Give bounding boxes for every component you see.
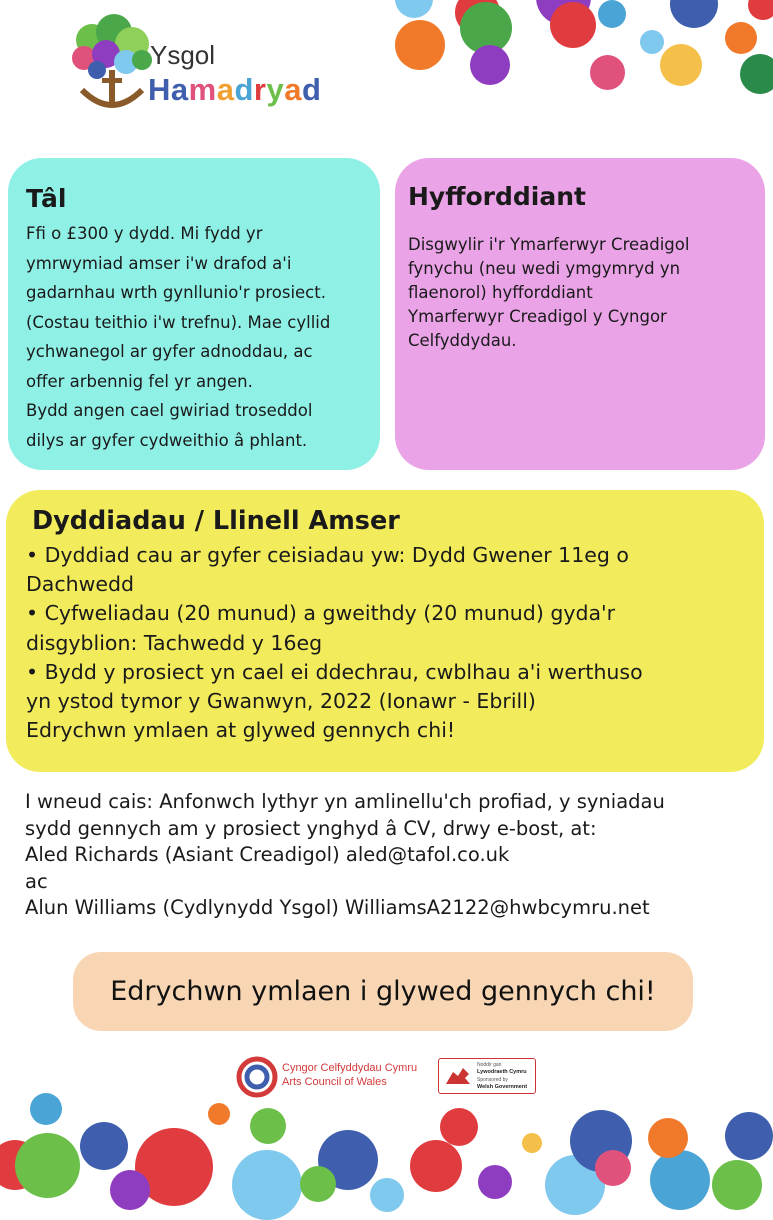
- fee-text-line: ychwanegol ar gyfer adnoddau, ac: [26, 342, 313, 361]
- fee-text-line: (Costau teithio i'w trefnu). Mae cyllid: [26, 312, 331, 332]
- dates-text: [26, 541, 764, 745]
- logo-letter: a: [170, 72, 189, 107]
- fee-text-line: ymrwymiad amser i'w drafod a'i: [26, 253, 292, 273]
- closing-banner: [73, 952, 693, 1031]
- application-text-line: I wneud cais: Anfonwch lythyr yn amlinellu'ch profiad, y syniadau: [25, 790, 665, 813]
- arts-council-icon: [236, 1056, 278, 1098]
- training-title: Hyfforddiant: [408, 182, 586, 211]
- fee-text-line: dilys ar gyfer cydweithio â phlant.: [26, 430, 308, 450]
- dates-text-line: • Bydd y prosiect yn cael ei ddechrau, cwblhau a'i werthuso: [26, 659, 643, 684]
- training-text-line: flaenorol) hyfforddiant: [408, 283, 593, 302]
- wg-line4: Welsh Government: [477, 1084, 528, 1090]
- welsh-government-logo: [438, 1058, 536, 1094]
- closing-text: Edrychwn ymlaen i glywed gennych chi!: [110, 976, 656, 1007]
- fee-text-line: offer arbennig fel yr angen.: [26, 371, 253, 391]
- logo-letter: a: [284, 72, 302, 107]
- fee-title: Tâl: [26, 184, 67, 213]
- wg-line2: Lywodraeth Cymru: [477, 1069, 527, 1075]
- fee-text-line: Bydd angen cael gwiriad troseddol: [26, 401, 313, 420]
- application-text-line: Alun Williams (Cydlynydd Ysgol) WilliamsA2122@hwbcymru.net: [25, 896, 650, 919]
- dates-text-line: Dachwedd: [26, 572, 135, 597]
- logo-line2: [148, 72, 321, 108]
- dates-panel: [6, 490, 764, 772]
- dates-text-line: disgyblion: Tachwedd y 16eg: [26, 630, 323, 655]
- training-text-line: Disgwylir i'r Ymarferwyr Creadigol: [408, 235, 690, 254]
- fee-text-line: gadarnhau wrth gynllunio'r prosiect.: [26, 283, 326, 302]
- dates-text-line: • Cyfweliadau (20 munud) a gweithdy (20 munud) gyda'r: [26, 601, 616, 626]
- application-text-line: sydd gennych am y prosiect ynghyd â CV, drwy e-bost, at:: [25, 816, 597, 840]
- training-text: [408, 233, 765, 353]
- logo-letter: d: [301, 72, 322, 107]
- dates-title: Dyddiadau / Llinell Amser: [32, 506, 400, 536]
- training-text-line: fynychu (neu wedi ymgymryd yn: [408, 259, 681, 278]
- logo-letter: a: [216, 72, 235, 107]
- dates-text-line: Edrychwn ymlaen at glywed gennych chi!: [26, 718, 456, 743]
- wg-line3: Sponsored by: [477, 1077, 508, 1083]
- dragon-icon: [443, 1062, 473, 1090]
- application-text-line: ac: [25, 869, 48, 893]
- arts-council-logo: [236, 1054, 436, 1100]
- logo-letter: d: [234, 72, 254, 107]
- fee-text: [26, 219, 380, 455]
- application-info: [25, 789, 755, 922]
- tree-anchor-icon: [62, 12, 162, 122]
- school-logo: [62, 12, 382, 122]
- logo-letter: m: [188, 72, 217, 107]
- logo-letter: y: [266, 72, 285, 107]
- fee-text-line: Ffi o £300 y dydd. Mi fydd yr: [26, 224, 263, 243]
- training-text-line: Celfyddydau.: [408, 331, 517, 350]
- dates-text-line: • Dyddiad cau ar gyfer ceisiadau yw: Dydd Gwener 11eg o: [26, 543, 629, 567]
- training-text-line: Ymarferwyr Creadigol y Cyngor: [408, 307, 667, 326]
- logo-line1: Ysgol: [150, 40, 216, 70]
- training-panel: [395, 158, 765, 470]
- logo-letter: H: [148, 72, 171, 107]
- arts-council-name-cy: Cyngor Celfyddydau Cymru: [282, 1062, 418, 1074]
- wg-line1: Noddir gan: [477, 1062, 502, 1068]
- fee-panel: [8, 158, 380, 470]
- arts-council-name-en: Arts Council of Wales: [282, 1076, 387, 1088]
- logo-letter: r: [253, 72, 267, 107]
- dates-text-line: yn ystod tymor y Gwanwyn, 2022 (Ionawr - Ebrill): [26, 689, 536, 714]
- application-text-line: Aled Richards (Asiant Creadigol) aled@tafol.co.uk: [25, 843, 510, 866]
